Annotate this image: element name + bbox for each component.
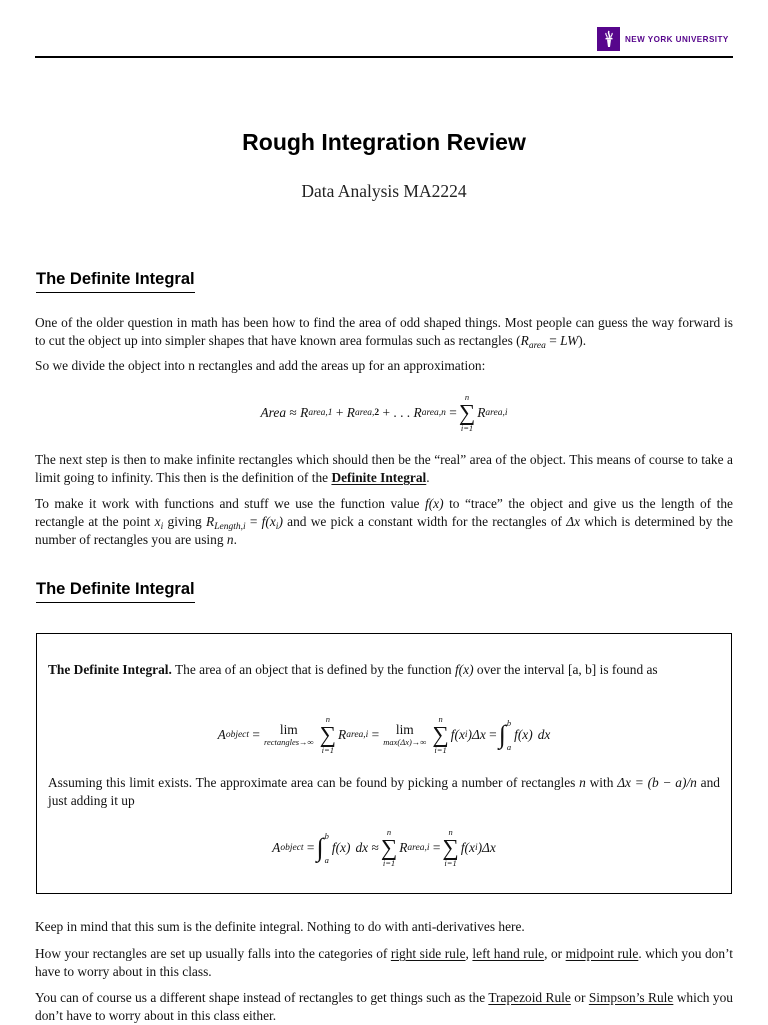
- paragraph-divide: So we divide the object into n rectangles and add the areas up for an approximation:: [35, 358, 486, 373]
- definition-text: The Definite Integral. The area of an object that is defined by the function f(x) over the interval [a, b] is found as: [48, 662, 658, 677]
- summation-symbol: n ∑ i=1: [319, 714, 337, 755]
- logo-text: NEW YORK UNIVERSITY: [625, 34, 729, 44]
- header-rule: [35, 56, 733, 58]
- equation-area-sum: Area ≈ R area,1 + R area,2 + . . . R area,n = n ∑ i=1 R area,i: [260, 392, 508, 433]
- midpoint-rule-link[interactable]: midpoint rule: [565, 946, 639, 961]
- summation-symbol: n ∑ i=1: [380, 827, 398, 868]
- limit-operator: lim rectangles→∞: [263, 721, 314, 747]
- limit-operator: lim max(Δx)→∞: [383, 721, 427, 747]
- definite-integral-link[interactable]: Definite Integral: [331, 470, 427, 485]
- nyu-logo: [597, 27, 729, 51]
- document-subtitle: Data Analysis MA2224: [301, 181, 467, 201]
- paragraph-keep-in-mind: Keep in mind that this sum is the definite integral. Nothing to do with anti-derivatives here.: [35, 919, 525, 934]
- summation-symbol: n ∑ i=1: [458, 392, 476, 433]
- paragraph-infinite: The next step is then to make infinite rectangles which should then be the “real” area of the object. This means of course to take a limit going to infinity. This then is the definition of the Definite Integral.: [35, 452, 733, 485]
- definition-approx-text: Assuming this limit exists. The approximate area can be found by picking a number of rectangles n with Δx = (b − a)/n and just adding it up: [48, 775, 720, 808]
- section-heading: The Definite Integral: [36, 270, 195, 293]
- summation-symbol: n ∑ i=1: [432, 714, 449, 755]
- paragraph-rules: How your rectangles are set up usually falls into the categories of right side rule, left hand rule, or midpoint rule. which you don’t have to worry about in this class.: [35, 946, 734, 979]
- equation-limit-definition: A object = lim rectangles→∞ n ∑ i=1 R area,i = lim max(Δx)→∞ n ∑ i=1 f(x i )Δx = ∫ b a f(x) dx: [217, 714, 551, 755]
- integral-symbol: ∫ b a: [316, 830, 329, 865]
- document-title: Rough Integration Review: [242, 129, 526, 155]
- paragraph-intro: One of the older question in math has been how to find the area of odd shaped things. Most people can guess the way forward is to cut the object up into simpler shapes that have known area formulas such as rectangles $(R_{area} = LW)$.: [35, 315, 733, 351]
- simpsons-rule-link[interactable]: Simpson’s Rule: [588, 990, 674, 1005]
- trapezoid-rule-link[interactable]: Trapezoid Rule: [488, 990, 571, 1005]
- equation-approximation: A object = ∫ b a f(x) dx ≈ n ∑ i=1 R area,i = n ∑ i=1 f(x i )Δx: [272, 827, 496, 868]
- left-hand-rule-link[interactable]: left hand rule: [472, 946, 545, 961]
- paragraph-shapes: You can of course us a different shape instead of rectangles to get things such as the Trapezoid Rule or Simpson’s Rule which you don’t have to worry about in this class either.: [35, 990, 733, 1023]
- integral-symbol: ∫ b a: [498, 717, 512, 752]
- summation-symbol: n ∑ i=1: [442, 827, 459, 868]
- section-heading: The Definite Integral: [36, 580, 195, 603]
- torch-icon: [597, 27, 620, 51]
- paragraph-functions: To make it work with functions and stuff we use the function value f(x) to “trace” the object and give us the length of the rectangle at the point $x_i$ giving $R_{Length,i} = f(x_i)$ and we pick a constant width for the rectangles of Δx which is determined by the number of rectangles you are using n.: [35, 496, 733, 547]
- right-side-rule-link[interactable]: right side rule: [390, 946, 466, 961]
